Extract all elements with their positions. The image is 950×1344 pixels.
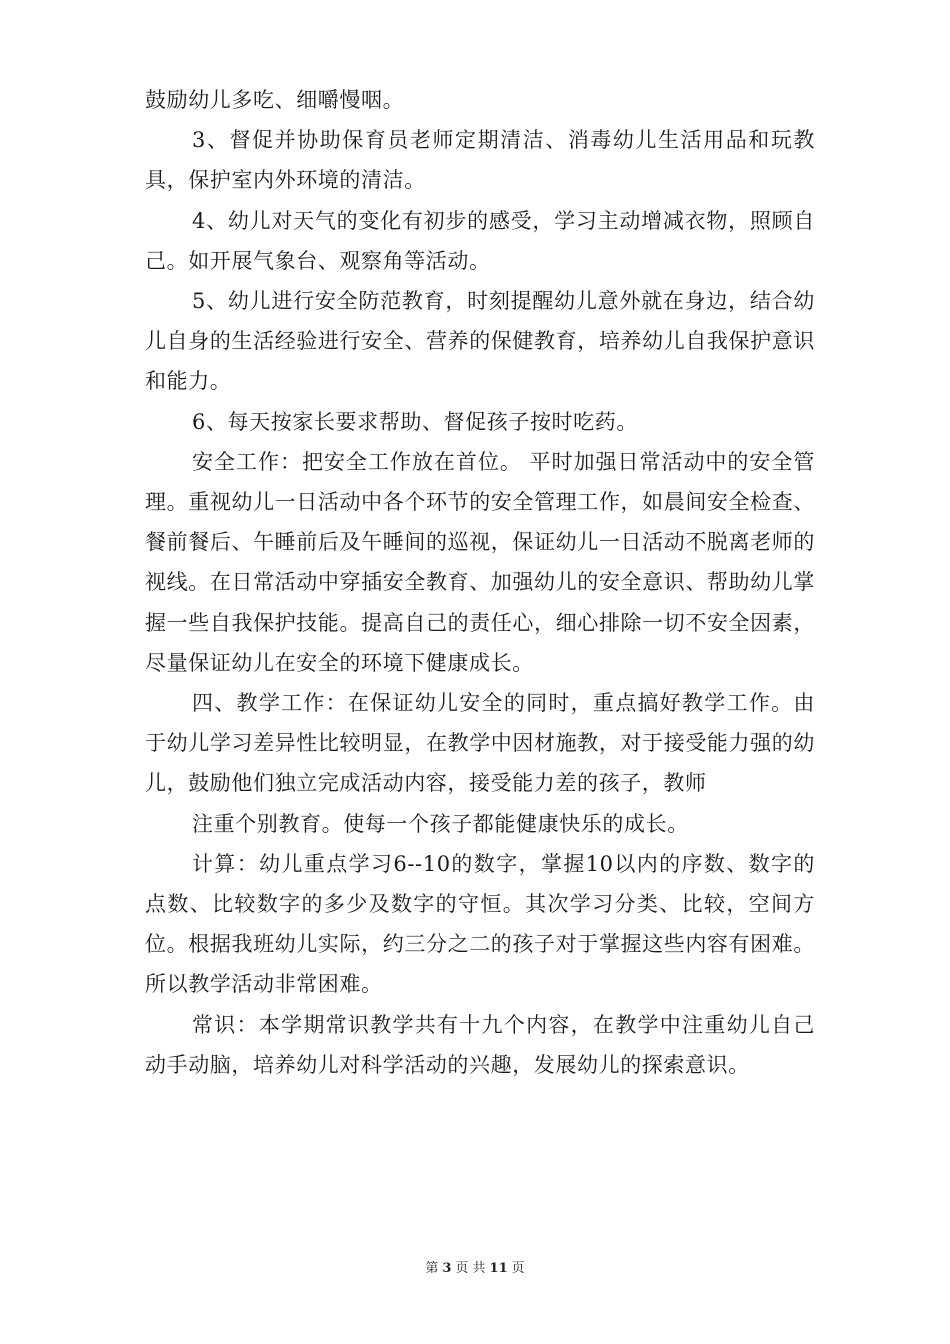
paragraph: 四、教学工作：在保证幼儿安全的同时，重点搞好教学工作。由于幼儿学习差异性比较明显，在教学中因材施教，对于接受能力强的幼儿，鼓励他们独立完成活动内容，接受能力差的孩子，教师 (145, 691, 815, 796)
paragraph: 鼓励幼儿多吃、细嚼慢咽。 (145, 88, 405, 112)
paragraph: 计算：幼儿重点学习6--10的数字，掌握10以内的序数、数字的点数、比较数字的多少及数字的守恒。其次学习分类、比较，空间方位。根据我班幼儿实际，约三分之二的孩子对于掌握这些内容有困难。所以教学活动非常困难。 (145, 851, 815, 997)
paragraph: 4、幼儿对天气的变化有初步的感受，学习主动增减衣物，照顾自己。如开展气象台、观察角等活动。 (145, 208, 815, 273)
footer-total-pages: 11 (489, 1261, 508, 1276)
footer-current-page: 3 (442, 1261, 452, 1276)
paragraph: 安全工作：把安全工作放在首位。 平时加强日常活动中的安全管理。重视幼儿一日活动中各个环节的安全管理工作，如晨间安全检查、餐前餐后、午睡前后及午睡间的巡视，保证幼儿一日活动不脱离老师的视线。在日常活动中穿插安全教育、加强幼儿的安全意识、帮助幼儿掌握一些自我保护技能。提高自己的责任心，细心排除一切不安全因素，尽量保证幼儿在安全的环境下健康成长。 (145, 449, 815, 675)
page-footer (0, 1257, 950, 1276)
paragraph: 6、每天按家长要求帮助、督促孩子按时吃药。 (192, 409, 638, 434)
footer-middle: 页 共 (455, 1261, 486, 1276)
document-body (145, 80, 815, 1085)
paragraph: 3、督促并协助保育员老师定期清洁、消毒幼儿生活用品和玩教具，保护室内外环境的清洁。 (145, 128, 815, 193)
paragraph: 常识：本学期常识教学共有十九个内容，在教学中注重幼儿自己动手动脑，培养幼儿对科学活动的兴趣，发展幼儿的探索意识。 (145, 1012, 815, 1077)
footer-prefix: 第 (425, 1261, 439, 1276)
paragraph: 注重个别教育。使每一个孩子都能健康快乐的成长。 (192, 811, 689, 836)
footer-suffix: 页 (511, 1261, 525, 1276)
paragraph: 5、幼儿进行安全防范教育，时刻提醒幼儿意外就在身边，结合幼儿自身的生活经验进行安全、营养的保健教育，培养幼儿自我保护意识和能力。 (145, 289, 815, 394)
